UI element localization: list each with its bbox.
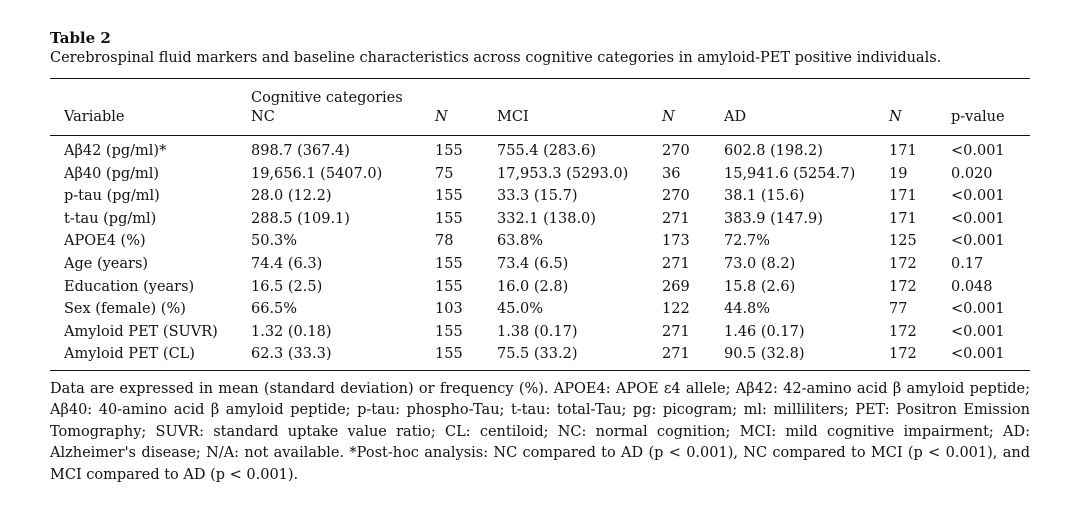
table-figure [50, 28, 1030, 486]
cell-mci: 33.3 (15.7) [497, 188, 578, 205]
cell-p-value: <0.001 [951, 233, 1005, 250]
cell-ad-n: 172 [889, 346, 917, 363]
cell-p-value: <0.001 [951, 143, 1005, 159]
cell-ad-n: 171 [889, 210, 917, 227]
cell-nc-n: 155 [435, 143, 463, 159]
cell-nc: 74.4 (6.3) [251, 255, 323, 272]
cell-mci: 1.38 (0.17) [497, 323, 578, 340]
col-header-ad-n: N [889, 109, 902, 125]
cell-ad-n: 172 [889, 255, 917, 272]
cell-mci-n: 122 [662, 301, 690, 318]
cell-variable: p-tau (pg/ml) [64, 188, 160, 205]
table-body [50, 136, 1030, 366]
cell-variable: Aβ42 (pg/ml)* [64, 143, 167, 159]
col-header-mci: MCI [497, 109, 529, 125]
cell-nc: 16.5 (2.5) [251, 278, 323, 295]
col-header-nc-n: N [435, 109, 448, 125]
table-row [50, 343, 1030, 366]
cell-nc-n: 155 [435, 188, 463, 205]
cell-ad-n: 125 [889, 233, 917, 250]
table-row [50, 230, 1030, 253]
cell-ad: 602.8 (198.2) [724, 143, 823, 159]
cell-nc-n: 155 [435, 255, 463, 272]
cell-ad: 44.8% [724, 301, 771, 318]
col-header-p-value: p-value [951, 109, 1005, 125]
cell-ad: 15,941.6 (5254.7) [724, 165, 856, 182]
cell-nc: 1.32 (0.18) [251, 323, 332, 340]
cell-ad: 90.5 (32.8) [724, 346, 805, 363]
table-row [50, 321, 1030, 344]
cell-p-value: <0.001 [951, 323, 1005, 340]
cell-mci: 755.4 (283.6) [497, 143, 596, 159]
cell-ad: 73.0 (8.2) [724, 255, 796, 272]
table-row [50, 276, 1030, 299]
cell-mci: 17,953.3 (5293.0) [497, 165, 629, 182]
table-row [50, 253, 1030, 276]
cell-nc-n: 155 [435, 278, 463, 295]
cell-variable: Amyloid PET (CL) [64, 346, 195, 363]
cell-ad-n: 172 [889, 323, 917, 340]
data-table [50, 79, 1030, 366]
cell-p-value: 0.17 [951, 255, 984, 272]
cell-mci: 73.4 (6.5) [497, 255, 569, 272]
cell-mci-n: 270 [662, 188, 690, 205]
bottom-rule [50, 370, 1030, 371]
cell-p-value: <0.001 [951, 188, 1005, 205]
cell-ad: 383.9 (147.9) [724, 210, 823, 227]
col-header-variable: Variable [64, 109, 125, 125]
col-header-ad: AD [724, 109, 747, 125]
col-header-mci-n: N [662, 109, 675, 125]
cell-nc: 19,656.1 (5407.0) [251, 165, 383, 182]
cell-nc: 28.0 (12.2) [251, 188, 332, 205]
cell-ad-n: 171 [889, 143, 917, 159]
cell-p-value: <0.001 [951, 346, 1005, 363]
cell-nc-n: 75 [435, 165, 454, 182]
cell-nc: 50.3% [251, 233, 298, 250]
table-row [50, 298, 1030, 321]
cell-variable: Amyloid PET (SUVR) [64, 323, 218, 340]
cell-ad: 1.46 (0.17) [724, 323, 805, 340]
cell-p-value: 0.048 [951, 278, 993, 295]
group-header-cognitive-categories: Cognitive categories [251, 90, 403, 106]
column-header-row [50, 107, 1030, 129]
cell-nc: 288.5 (109.1) [251, 210, 350, 227]
table-row [50, 136, 1030, 163]
cell-ad-n: 171 [889, 188, 917, 205]
cell-mci-n: 270 [662, 143, 690, 159]
cell-ad-n: 77 [889, 301, 908, 318]
cell-mci-n: 271 [662, 255, 690, 272]
cell-mci: 16.0 (2.8) [497, 278, 569, 295]
table-caption: Cerebrospinal fluid markers and baseline characteristics across cognitive categories in amyloid-PET positive individuals. [50, 50, 942, 66]
cell-variable: APOE4 (%) [64, 233, 146, 250]
cell-nc: 66.5% [251, 301, 298, 318]
cell-ad-n: 172 [889, 278, 917, 295]
table-row [50, 185, 1030, 208]
cell-p-value: <0.001 [951, 210, 1005, 227]
cell-variable: Sex (female) (%) [64, 301, 186, 318]
cell-mci: 45.0% [497, 301, 544, 318]
cell-mci-n: 271 [662, 210, 690, 227]
col-header-nc: NC [251, 109, 275, 125]
cell-nc: 62.3 (33.3) [251, 346, 332, 363]
cell-nc-n: 155 [435, 346, 463, 363]
table-title: Table 2 [50, 29, 111, 47]
group-header-row [50, 79, 1030, 107]
cell-nc-n: 155 [435, 210, 463, 227]
cell-variable: Education (years) [64, 278, 195, 295]
cell-nc: 898.7 (367.4) [251, 143, 350, 159]
cell-variable: t-tau (pg/ml) [64, 210, 157, 227]
cell-p-value: <0.001 [951, 301, 1005, 318]
table-row [50, 163, 1030, 186]
cell-variable: Age (years) [64, 255, 149, 272]
table-row [50, 208, 1030, 231]
cell-ad-n: 19 [889, 165, 908, 182]
cell-mci: 63.8% [497, 233, 544, 250]
cell-p-value: 0.020 [951, 165, 993, 182]
cell-mci: 332.1 (138.0) [497, 210, 596, 227]
cell-ad: 15.8 (2.6) [724, 278, 796, 295]
cell-mci-n: 269 [662, 278, 690, 295]
cell-mci: 75.5 (33.2) [497, 346, 578, 363]
cell-ad: 38.1 (15.6) [724, 188, 805, 205]
cell-mci-n: 271 [662, 323, 690, 340]
cell-nc-n: 103 [435, 301, 463, 318]
cell-mci-n: 271 [662, 346, 690, 363]
cell-nc-n: 78 [435, 233, 454, 250]
table-footnote: Data are expressed in mean (standard deviation) or frequency (%). APOE4: APOE ε4 allele; Aβ42: 42-amino acid β amyloid peptide; Aβ40: 40-amino acid β amyloid peptide; p-tau: phospho-Tau; t-tau: total-Tau; pg: picogram; ml: milliliters; PET: Positron Emission Tomography; SUVR: standard uptake value ratio; CL: centiloid; NC: normal cognition; MCI: mild cognitive impairment; AD: Alzheimer's disease; N/A: not available. *Post-hoc analysis: NC compared to AD (p < 0.001), NC compared to MCI (p < 0.001), and MCI compared to AD (p < 0.001). [50, 380, 1030, 483]
cell-nc-n: 155 [435, 323, 463, 340]
cell-mci-n: 173 [662, 233, 690, 250]
cell-mci-n: 36 [662, 165, 681, 182]
cell-ad: 72.7% [724, 233, 771, 250]
cell-variable: Aβ40 (pg/ml) [64, 165, 160, 182]
